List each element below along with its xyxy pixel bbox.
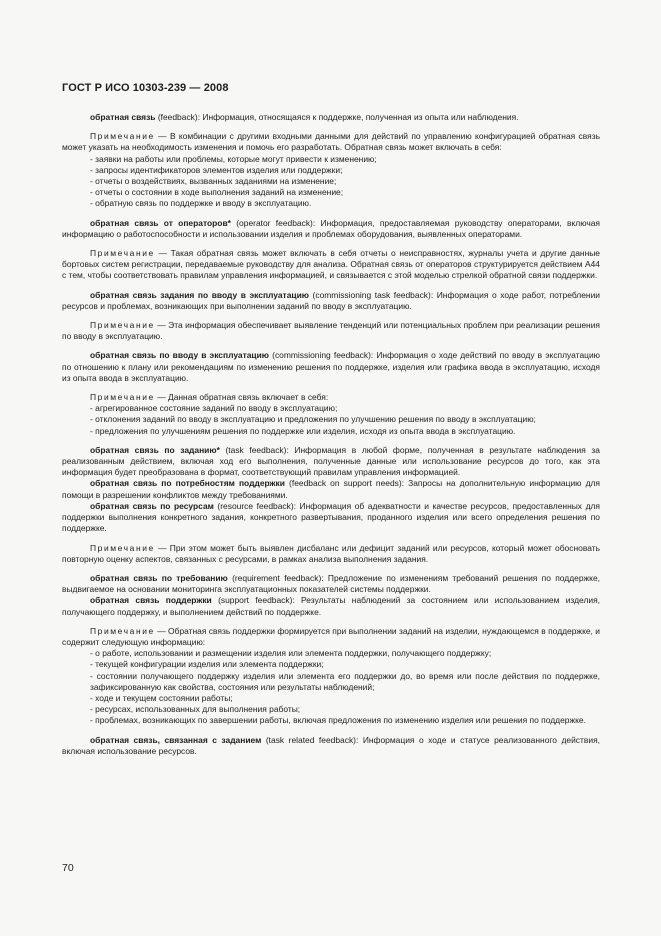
term-name: обратная связь от операторов*	[90, 217, 231, 228]
term-definition	[62, 735, 600, 757]
definition-text: (feedback): Информация, относящаяся к поддержке, полученная из опыта или наблюдения.	[155, 112, 519, 122]
note-label: Примечание	[90, 392, 155, 403]
term-definition	[62, 573, 600, 595]
note	[62, 626, 600, 648]
term-definition	[62, 445, 600, 479]
term-definition	[62, 478, 600, 500]
term-definition	[62, 595, 600, 617]
definition-text: (support feedback): Результаты наблюдений за состоянием или использованием изделия, получающего поддержку, и выполнением действий по поддержке.	[62, 595, 601, 617]
term-name: обратная связь, связанная с заданием	[90, 734, 262, 745]
definition-text: (feedback on support needs): Запросы на дополнительную информацию для помощи в разрешении конфликтов между требованиями.	[62, 478, 600, 500]
note-dash: —	[154, 542, 170, 553]
list-item: - запросы идентификаторов элементов изделия или поддержки;	[90, 164, 343, 175]
note	[62, 543, 600, 565]
note-text: Такая обратная связь может включать в себя отчеты о неисправностях, журналы учета и другие данные бортовых систем регистрации, передаваемые руководству для анализа. Обратная связь от операторов структурируется действием А44 с тем, чтобы соответствовать правилам управления информацией, и связывается с этой моделью стрелкой обратной связи поддержки.	[62, 248, 600, 281]
definition-text: (resource feedback): Информация об адекватности и качестве ресурсов, предоставленных для поддержки выполнения конкретного задания, конкретного развертывания, проданного изделия или всего определения решения по поддержке.	[62, 500, 600, 534]
note-text: Обратная связь поддержки формируется при выполнении заданий на изделии, нуждающемся в поддержке, и содержит следующую информацию:	[62, 625, 600, 647]
note-text: Данная обратная связь включает в себя:	[167, 392, 329, 403]
definition-text: (operator feedback): Информация, предоставляемая руководству операторами, включая информацию о работоспособности и использовании изделия и проблемах оборудования, выявленных операторами.	[62, 217, 600, 239]
note-label: Примечание	[90, 625, 155, 636]
term-definition	[62, 350, 600, 384]
note	[62, 131, 600, 153]
definition-text: (requirement feedback): Предложение по изменениям требований решения по поддержке, выдвигаемое на основании мониторинга эксплуатационных показателей системы поддержки.	[62, 572, 600, 595]
term-name: обратная связь по требованию	[90, 572, 228, 583]
list-item: - о работе, использовании и размещении изделия или элемента поддержки, получающего поддержку;	[90, 648, 492, 659]
definition-text: (commissioning feedback): Информация о ходе действий по вводу в эксплуатацию по отношению к плану или рекомендациям по изменению решения по поддержке, изделия или графика ввода в эксплуатацию, исходя из опыта ввода в эксплуатацию.	[62, 350, 601, 383]
term-definition	[62, 218, 600, 240]
list-item: - заявки на работы или проблемы, которые могут привести к изменению;	[90, 153, 377, 164]
list-item: - обратную связь по поддержке и вводу в эксплуатацию.	[90, 198, 312, 209]
note-label: Примечание	[90, 542, 155, 553]
term-definition	[62, 112, 600, 123]
term-definition	[62, 290, 600, 312]
note-dash: —	[154, 625, 169, 636]
term-name: обратная связь поддержки	[90, 595, 212, 606]
note-label: Примечание	[90, 131, 155, 142]
list-item: - текущей конфигурации изделия или элемента поддержки;	[90, 659, 324, 670]
note-dash: —	[154, 320, 169, 331]
term-name: обратная связь задания по вводу в эксплуатацию	[90, 289, 309, 300]
note	[62, 392, 600, 403]
list-item: - состоянии получающего поддержку изделия или элемента его поддержки до, во время или после действия по поддержке, зафиксированную как свойства, состояния или результаты наблюдений;	[90, 670, 600, 692]
term-name: обратная связь по заданию*	[90, 444, 220, 455]
list-item: - отчеты о воздействиях, вызванных заданиями на изменение;	[90, 176, 337, 187]
note	[62, 248, 600, 282]
note-text: Эта информация обеспечивает выявление тенденций или потенциальных проблем при реализации решения по вводу в эксплуатацию.	[62, 320, 600, 342]
list-item: - ресурсах, использованных для выполнения работы;	[90, 704, 301, 715]
page-number: 70	[62, 862, 74, 874]
term-name: обратная связь	[90, 112, 156, 122]
note-dash: —	[154, 131, 170, 142]
list-item: - проблемах, возникающих по завершении работы, включая предложения по изменению изделия или решения по поддержке.	[90, 715, 586, 726]
document-body	[62, 112, 600, 757]
term-name: обратная связь по потребностям поддержки	[90, 478, 285, 489]
list-item: - отклонения заданий по вводу в эксплуатацию и предложения по улучшению решения по вводу в эксплуатацию;	[90, 414, 536, 425]
definition-text: (commissioning task feedback): Информация о ходе работ, потреблении ресурсов и проблемах, возникающих при выполнении заданий по вводу в эксплуатацию.	[62, 289, 600, 311]
definition-text: (task feedback): Информация в любой форме, полученная в результате наблюдения за реализованным действием, включая ход его выполнения, полученные данные или использование ресурсов до того, как эта информация будет преобразована в формат, соответствующий правилам управления информацией.	[62, 444, 600, 478]
note-label: Примечание	[90, 248, 155, 259]
document-header: ГОСТ Р ИСО 10303-239 — 2008	[62, 82, 229, 94]
term-definition	[62, 501, 600, 535]
list-item: - агрегированное состояние заданий по вводу в эксплуатацию;	[90, 403, 338, 414]
note-dash: —	[154, 248, 171, 259]
note	[62, 320, 600, 342]
list-item: - отчеты о состоянии в ходе выполнения заданий на изменение;	[90, 187, 344, 198]
definition-text: (task related feedback): Информация о ходе и статусе реализованного действия, включая использование ресурсов.	[62, 734, 600, 756]
term-name: обратная связь по ресурсам	[90, 500, 214, 511]
note-text: В комбинации с другими входными данными для действий по управлению конфигурацией обратная связь может указать на необходимость изменения и помочь его разработать. Обратная связь может включать в себя:	[62, 131, 600, 153]
term-name: обратная связь по вводу в эксплуатацию	[90, 350, 270, 361]
list-item: - предложения по улучшениям решения по поддержке или изделия, исходя из опыта ввода в эксплуатацию.	[90, 425, 516, 436]
note-text: При этом может быть выявлен дисбаланс или дефицит заданий или ресурсов, который может обосновать повторную оценку аспектов, связанных с ресурсами, в рамках анализа выполнения задания.	[62, 542, 600, 564]
list-item: - ходе и текущем состоянии работы;	[90, 692, 233, 703]
note-dash: —	[154, 392, 168, 403]
note-label: Примечание	[90, 320, 155, 331]
